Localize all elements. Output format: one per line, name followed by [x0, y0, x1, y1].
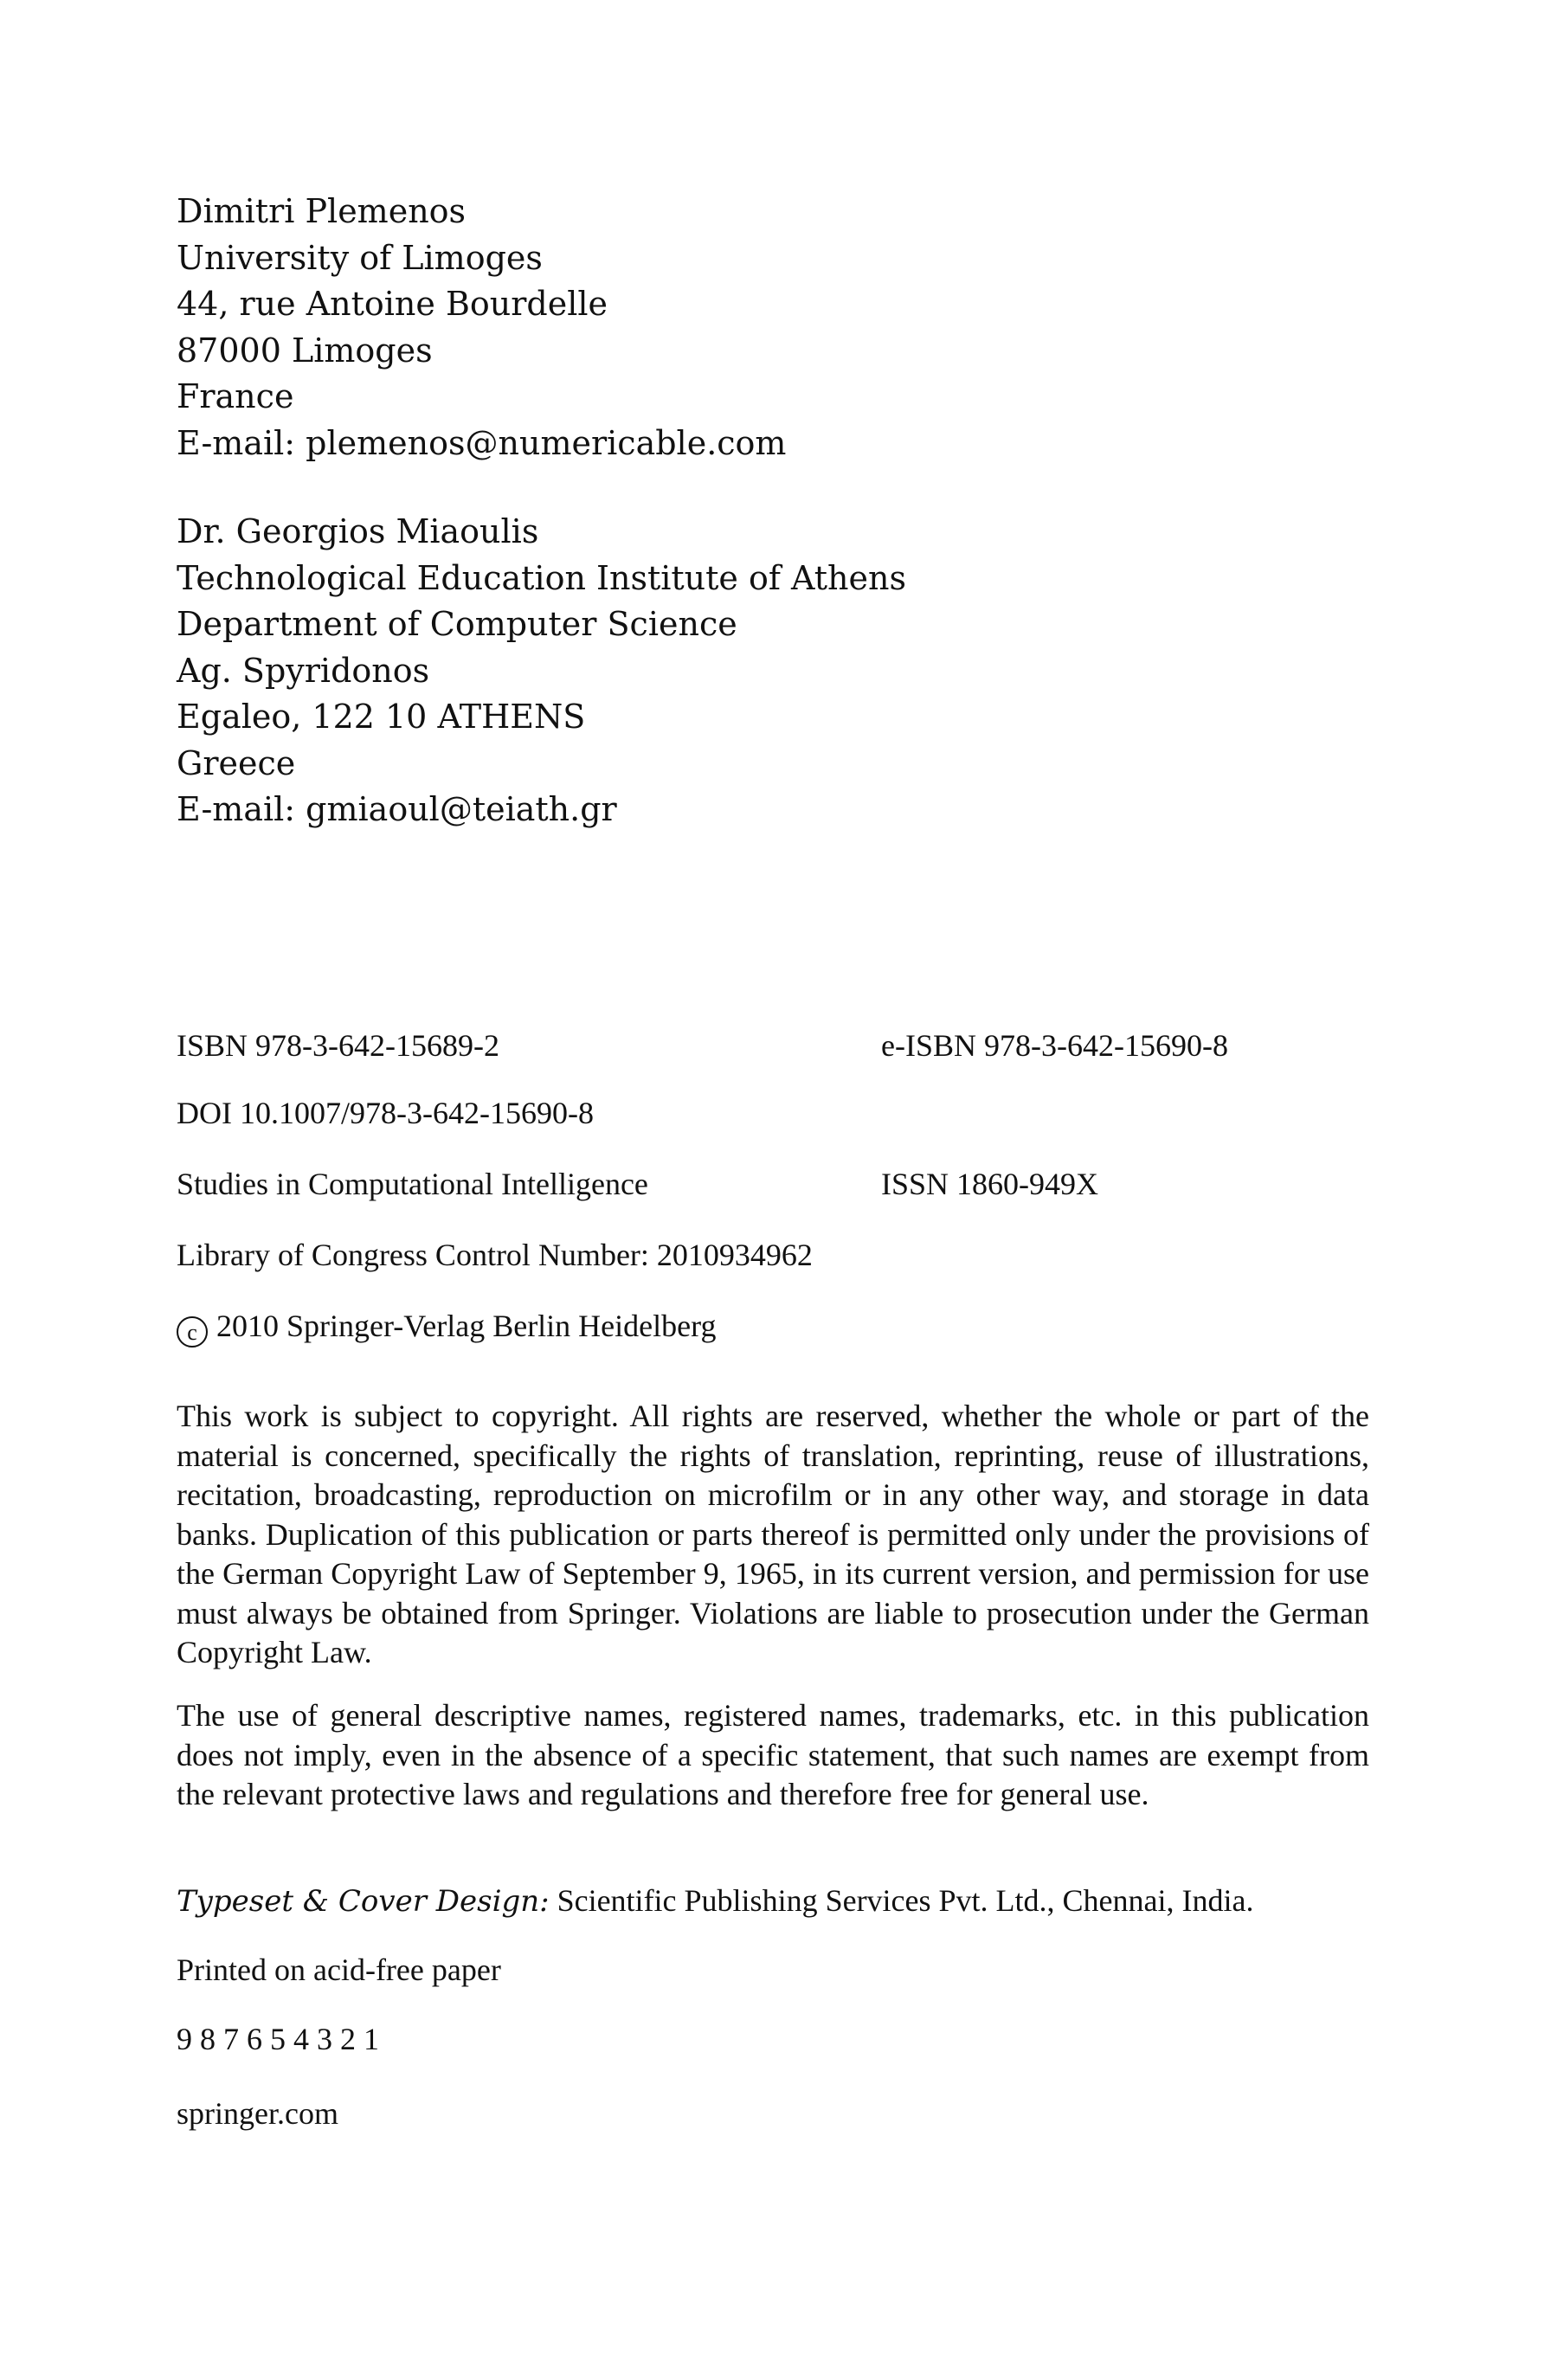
author-email: E-mail: plemenos@numericable.com — [177, 423, 787, 462]
publisher-website: springer.com — [177, 2096, 338, 2131]
author-name: Dimitri Plemenos — [177, 192, 467, 230]
author-street: Ag. Spyridonos — [177, 651, 430, 690]
copyright-icon: c — [177, 1316, 208, 1348]
typeset-value: Scientific Publishing Services Pvt. Ltd., Chennai, India. — [549, 1883, 1254, 1918]
library-of-congress-number: Library of Congress Control Number: 2010934962 — [177, 1238, 813, 1272]
author-department: Department of Computer Science — [177, 605, 737, 643]
typeset-credit — [177, 1881, 1253, 1920]
author-country: Greece — [177, 743, 296, 782]
doi: DOI 10.1007/978-3-642-15690-8 — [177, 1096, 594, 1130]
trademark-notice: The use of general descriptive names, registered names, trademarks, etc. in this publication does not imply, even in the absence of a specific statement, that such names are exempt from the relevant protective laws and regulations and therefore free for general use. — [177, 1698, 1369, 1811]
paper-note: Printed on acid-free paper — [177, 1952, 501, 1987]
e-isbn: e-ISBN 978-3-642-15690-8 — [881, 1028, 1228, 1063]
copyright-notice: This work is subject to copyright. All rights are reserved, whether the whole or part of the material is concerned, specifically the rights of translation, reprinting, reuse of illustrations, recitation, broadcasting, reproduction on microfilm or in any other way, and storage in data banks. Duplication of this publication or parts thereof is permitted only under the provisions of the German Copyright Law of September 9, 1965, in its current version, and permission for use must always be obtained from Springer. Violations are liable to prosecution under the German Copyright Law. — [177, 1399, 1369, 1669]
author-street: 44, rue Antoine Bourdelle — [177, 285, 608, 323]
author-address-plemenos — [177, 189, 1215, 466]
author-country: France — [177, 377, 294, 415]
author-institution: Technological Education Institute of Athens — [177, 558, 906, 597]
series-title: Studies in Computational Intelligence — [177, 1167, 648, 1201]
author-city: 87000 Limoges — [177, 331, 433, 370]
isbn: ISBN 978-3-642-15689-2 — [177, 1028, 499, 1063]
author-city: Egaleo, 122 10 ATHENS — [177, 698, 586, 736]
author-institution: University of Limoges — [177, 238, 543, 277]
author-address-miaoulis — [177, 509, 1215, 833]
issn: ISSN 1860-949X — [881, 1167, 1099, 1201]
print-line: 9 8 7 6 5 4 3 2 1 — [177, 2022, 379, 2056]
author-email: E-mail: gmiaoul@teiath.gr — [177, 790, 617, 828]
typeset-label: Typeset & Cover Design: — [177, 1884, 550, 1919]
copyright-line — [177, 1307, 716, 1348]
copyright-holder: 2010 Springer-Verlag Berlin Heidelberg — [216, 1309, 717, 1343]
author-name: Dr. Georgios Miaoulis — [177, 512, 539, 550]
